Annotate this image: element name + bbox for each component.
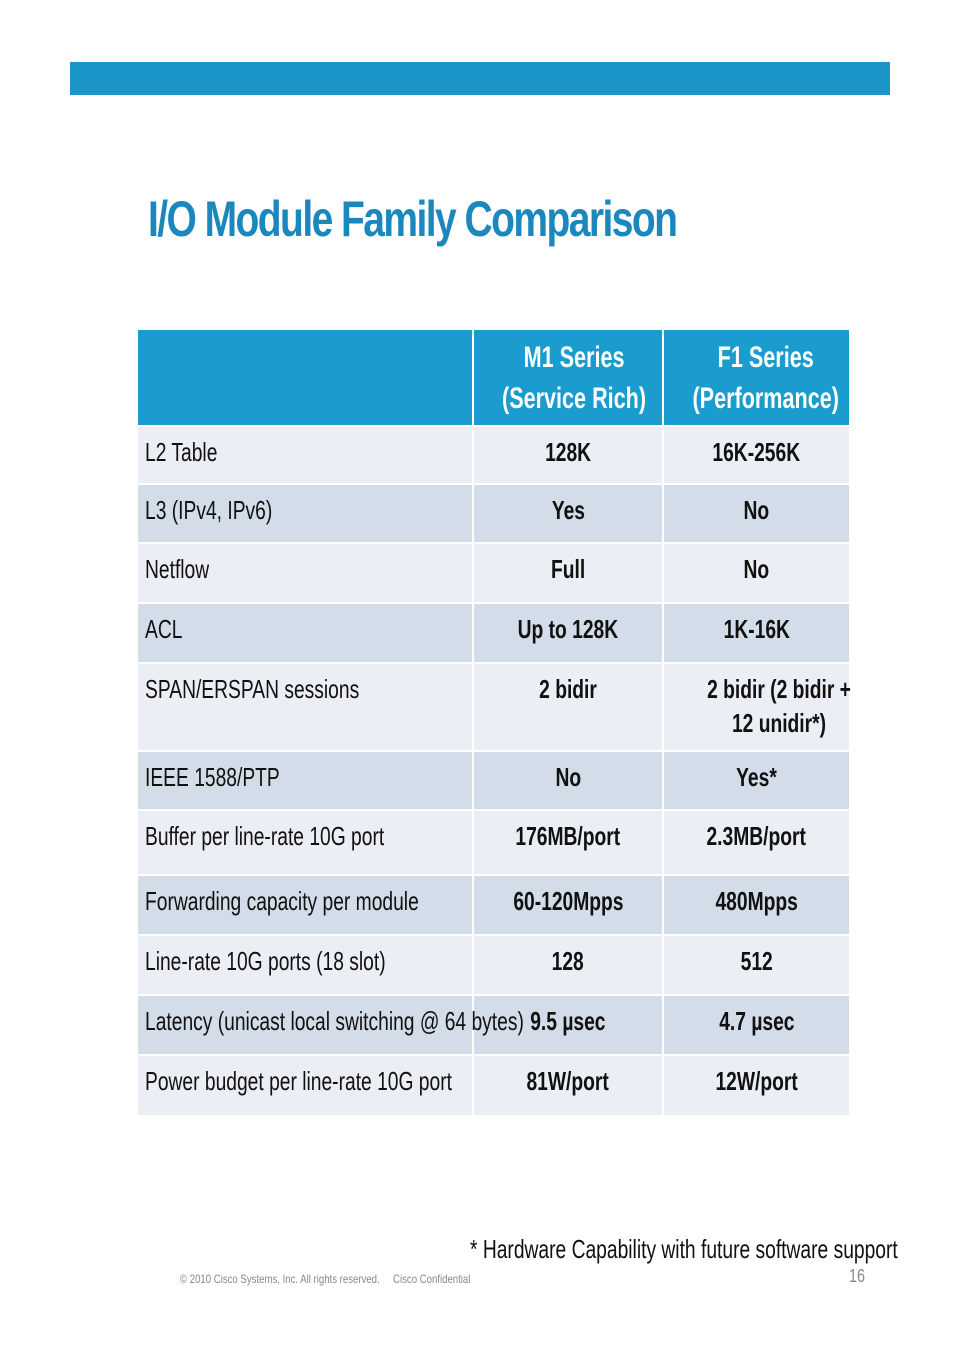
m1-value-cell: [473, 484, 663, 543]
f1-value: 512: [740, 946, 773, 976]
header-f1-text: [692, 337, 838, 419]
m1-value-cell: [473, 603, 663, 663]
feature-cell: [138, 751, 473, 810]
m1-value: No: [555, 762, 581, 792]
m1-value-cell: [473, 663, 663, 751]
f1-value: No: [743, 554, 770, 584]
footer-copyright: [180, 1272, 470, 1286]
comparison-table: [138, 330, 849, 1115]
f1-value: 2.3MB/port: [706, 821, 807, 851]
header-feature-cell: [138, 330, 473, 426]
f1-value-cell: [663, 875, 849, 935]
f1-value-cell: [663, 810, 849, 875]
f1-value: 16K-256K: [712, 437, 801, 467]
m1-value: 176MB/port: [515, 821, 621, 851]
confidential-label: Cisco Confidential: [393, 1272, 471, 1286]
footnote: * Hardware Capability with future software support: [470, 1234, 898, 1264]
m1-value-cell: [473, 875, 663, 935]
header-m1-line2: (Service Rich): [502, 381, 647, 415]
f1-value-cell: [663, 751, 849, 810]
page-number: 16: [849, 1266, 866, 1286]
header-m1-line1: M1 Series: [523, 340, 625, 374]
m1-value: 60-120Mpps: [512, 886, 624, 916]
table-row: [138, 426, 849, 484]
m1-value-cell: [473, 1055, 663, 1115]
m1-value-cell: [473, 751, 663, 810]
f1-value: 2 bidir (2 bidir + 12 unidir*): [707, 674, 851, 738]
feature-label: Latency (unicast local switching @ 64 bytes): [145, 1006, 524, 1036]
table-row: [138, 751, 849, 810]
table-row: [138, 1055, 849, 1115]
f1-value: 12W/port: [715, 1066, 798, 1096]
m1-value: Yes: [551, 495, 585, 525]
f1-value: Yes*: [736, 762, 777, 792]
feature-cell: [138, 935, 473, 995]
m1-value-cell: [473, 426, 663, 484]
feature-label: Line-rate 10G ports (18 slot): [145, 946, 386, 976]
table-row: [138, 543, 849, 603]
m1-value-cell: [473, 810, 663, 875]
m1-value: 2 bidir: [539, 674, 597, 704]
m1-value-cell: [473, 935, 663, 995]
f1-value-cell: [663, 995, 849, 1055]
f1-value: No: [743, 495, 770, 525]
feature-cell: [138, 995, 524, 1055]
table-header-row: [138, 330, 849, 426]
feature-cell: [138, 875, 473, 935]
feature-cell: [138, 603, 473, 663]
feature-label: Power budget per line-rate 10G port: [145, 1066, 452, 1096]
feature-label: Forwarding capacity per module: [145, 886, 419, 916]
header-m1-series: [473, 330, 663, 426]
table-row: [138, 484, 849, 543]
f1-value-cell: [663, 426, 849, 484]
feature-label: L2 Table: [145, 437, 218, 467]
f1-value-cell: [663, 603, 849, 663]
feature-label: Netflow: [145, 554, 210, 584]
f1-value-cell: [663, 484, 849, 543]
table-row: [138, 875, 849, 935]
feature-label: ACL: [145, 614, 183, 644]
feature-cell: [138, 426, 473, 484]
f1-value: 1K-16K: [723, 614, 790, 644]
feature-label: L3 (IPv4, IPv6): [145, 495, 273, 525]
table-row: [138, 663, 849, 751]
m1-value: 128K: [545, 437, 591, 467]
feature-cell: [138, 810, 473, 875]
f1-value: 480Mpps: [715, 886, 798, 916]
feature-label: IEEE 1588/PTP: [145, 762, 280, 792]
header-m1-text: [502, 337, 646, 419]
table-row: [138, 935, 849, 995]
f1-value-cell: [663, 935, 849, 995]
m1-value: 128: [551, 946, 585, 976]
m1-value: Full: [550, 554, 586, 584]
m1-value: Up to 128K: [517, 614, 619, 644]
table-row: [138, 810, 849, 875]
copyright-text: © 2010 Cisco Systems, Inc. All rights reserved.: [180, 1272, 380, 1286]
slide-title: I/O Module Family Comparison: [148, 191, 677, 247]
f1-value-cell: [663, 663, 849, 751]
table-row: [138, 995, 849, 1055]
table-row: [138, 603, 849, 663]
m1-value: 81W/port: [526, 1066, 610, 1096]
f1-value-cell: [663, 1055, 849, 1115]
m1-value-cell: [473, 543, 663, 603]
header-f1-line1: F1 Series: [717, 340, 814, 374]
feature-cell: [138, 484, 473, 543]
header-f1-line2: (Performance): [692, 381, 839, 415]
feature-cell: [138, 543, 473, 603]
feature-label: SPAN/ERSPAN sessions: [145, 674, 360, 704]
feature-label: Buffer per line-rate 10G port: [145, 821, 385, 851]
f1-value-cell: [663, 543, 849, 603]
feature-cell: [138, 663, 473, 751]
header-f1-series: [663, 330, 849, 426]
m1-value: 9.5 µsec: [530, 1006, 606, 1036]
f1-value: 4.7 µsec: [718, 1006, 795, 1036]
top-accent-bar: [70, 62, 890, 95]
feature-cell: [138, 1055, 473, 1115]
